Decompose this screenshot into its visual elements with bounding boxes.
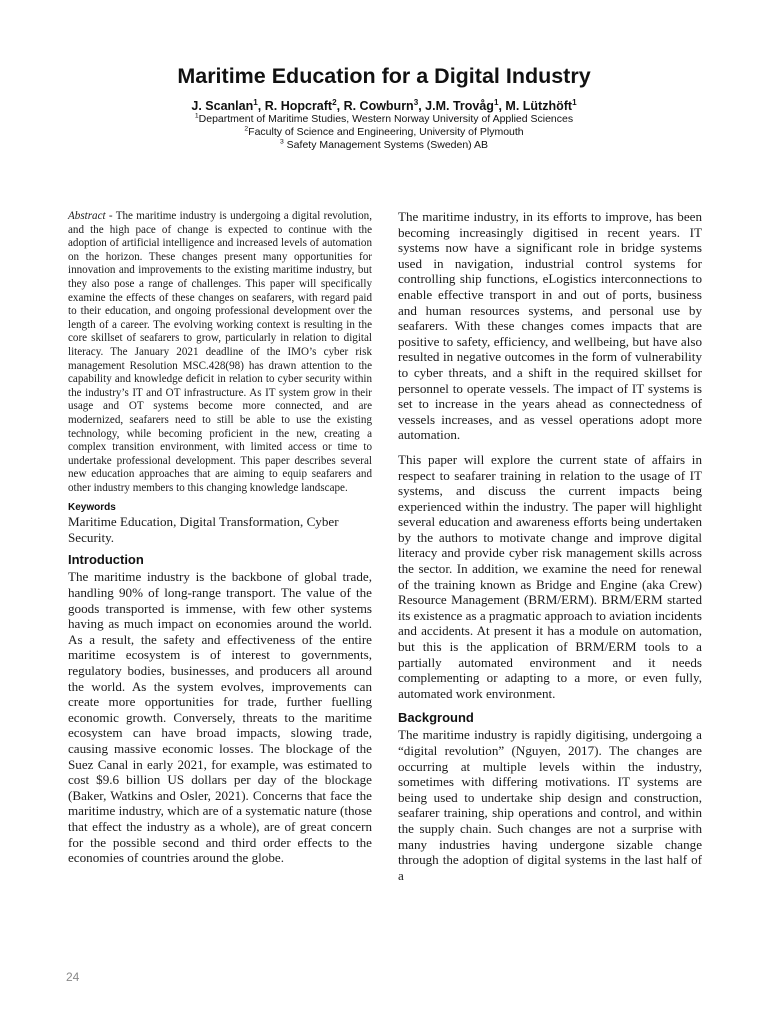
keywords-heading: Keywords bbox=[68, 502, 116, 514]
page-number: 24 bbox=[66, 970, 80, 984]
introduction-paragraph-2: The maritime industry, in its efforts to improve, has been becoming increasingly digitised in recent years. IT systems now have a significant role in bridge systems used in navigation, industrial control systems for controlling ship functions, eLogistics interconnections to enable effective transport in and out of ports, business and human resources systems, and personal use by seafarers. With these changes comes impacts that are positive to safety, efficiency, and wellbeing, but have also resulted in negative outcomes in the form of vulnerability to cyber threats, and a shift in the required skillset for personnel to operate vessels. The impact of IT systems is set to increase in the years ahead as connectedness of vessels increases, and as vessel operations adopt more automation. bbox=[398, 209, 702, 443]
introduction-heading: Introduction bbox=[68, 552, 144, 568]
left-column bbox=[68, 210, 372, 875]
introduction-paragraph-3: This paper will explore the current state of affairs in respect to seafarer training in relation to the usage of IT systems, and discuss the current impacts being experienced within the industry. The paper will highlight several education and awareness efforts being undertaken by the authors to motivate change and improve digital literacy and provide cyber risk management skills across the sector. In addition, we examine the need for renewal of the training known as Bridge and Engine (aka Crew) Resource Management (BRM/ERM). BRM/ERM started its existence as a pragmatic approach to aviation incidents and accidents. At present it has a module on automation, but this is the application of BRM/ERM tools to a partially automated environment and it needs complementing or adapting to a more, or even fully, automated work environment. bbox=[398, 451, 702, 701]
paper-title: Maritime Education for a Digital Industry bbox=[177, 64, 591, 88]
author-list: J. Scanlan$^1$, R. Hopcraft$^2$, R. Cowburn$^3$, J.M. Trovåg$^1$, M. Lützhöft$^1$ bbox=[191, 97, 577, 113]
introduction-paragraph-1: The maritime industry is the backbone of global trade, handling 90% of long-range transport. The value of the goods transported is immense, with few other systems having as much impact on economies around the world. As a result, the safety and effectiveness of the entire maritime ecosystem is of interest to governments, regulatory bodies, businesses, and producers all around the world. As the system evolves, improvements can create more opportunities for trade, further fuelling economic growth. Conversely, threats to the maritime ecosystem can have broad impacts, slowing trade, causing massive economic losses. The blockage of the Suez Canal in early 2021, for example, was estimated to cost $9.6 billion US dollars per day of the blockage (Baker, Watkins and Osler, 2021). Concerns that face the maritime industry, which are of a systematic nature (those that effect the industry as a whole), are of great concern for the possible second and third order effects to the economies of countries around the globe. bbox=[68, 569, 372, 866]
author: M. Lützhöft$^1$ bbox=[505, 97, 577, 113]
abstract-text: The maritime industry is undergoing a digital revolution, and the high pace of change is expected to continue with the adoption of artificial intelligence and increased levels of automation on the horizon. These changes present many opportunities for innovation and improvements to the existing maritime industry, but they also pose a range of challenges. This paper will specifically examine the effects of these changes on seafarers, with regard paid to their education, and ongoing professional development over the length of a career. The evolving working context is resulting in the core skillset of seafarers to grow, particularly in relation to digital literacy. The January 2021 deadline of the IMO’s cyber risk management Resolution MSC.428(98) has drawn attention to the capability and knowledge deficit in relation to cyber security within the industry’s IT and OT infrastructure. As IT system grow in their usage and OT systems become more connected, and are modernized, seafarers need to still be able to use the existing technology, while becoming proficient in the new, creating a complex transition environment, with limited access or time to undertake professional development. This paper describes several new education approaches that are aiming to equip seafarers and other industry members to this changing knowledge landscape. bbox=[68, 210, 372, 494]
keywords-text: Maritime Education, Digital Transformation, Cyber Security. bbox=[68, 514, 339, 546]
author: R. Cowburn$^3$ bbox=[343, 97, 419, 113]
background-paragraph-1: The maritime industry is rapidly digitising, undergoing a “digital revolution” (Nguyen, 2017). The changes are occurring at multiple levels within the industry, sometimes with differing motivations. IT systems are being used to undertake ship design and construction, seafarer training, ship operations and control, and within the supply chain. Such changes are not a surprise with many industries having undergone sizable change through the adoption of digital systems in the last half of a bbox=[398, 727, 702, 883]
affiliation: $^3$ Safety Management Systems (Sweden) AB bbox=[279, 138, 489, 151]
right-column bbox=[398, 209, 702, 892]
affiliation: $^1$Department of Maritime Studies, Western Norway University of Applied Sciences bbox=[194, 112, 574, 125]
background-heading: Background bbox=[398, 710, 474, 726]
abstract: Abstract - The maritime industry is undergoing a digital revolution, and the high pace of change is expected to continue with the adoption of artificial intelligence and increased levels of automation on the horizon. These changes present many opportunities for innovation and improvements to the existing maritime industry, but they also pose a range of challenges. This paper will specifically examine the effects of these changes on seafarers, with regard paid to their education, and ongoing professional development over the length of a career. The evolving working context is resulting in the core skillset of seafarers to grow, particularly in relation to digital literacy. The January 2021 deadline of the IMO’s cyber risk management Resolution MSC.428(98) has drawn attention to the capability and knowledge deficit in relation to cyber security within the industry’s IT and OT infrastructure. As IT system grow in their usage and OT systems become more connected, and are modernized, seafarers need to still be able to use the existing technology, while becoming proficient in the new, creating a complex transition environment, with limited access or time to undertake professional development. This paper describes several new education approaches that are aiming to equip seafarers and other industry members to this changing knowledge landscape. bbox=[68, 210, 372, 494]
paper-header bbox=[0, 64, 768, 152]
author: R. Hopcraft$^2$ bbox=[264, 97, 337, 113]
affiliation: $^2$Faculty of Science and Engineering, University of Plymouth bbox=[244, 125, 524, 138]
abstract-label: Abstract bbox=[68, 210, 106, 222]
author: J.M. Trovåg$^1$ bbox=[425, 97, 499, 113]
author: J. Scanlan$^1$ bbox=[191, 97, 258, 113]
